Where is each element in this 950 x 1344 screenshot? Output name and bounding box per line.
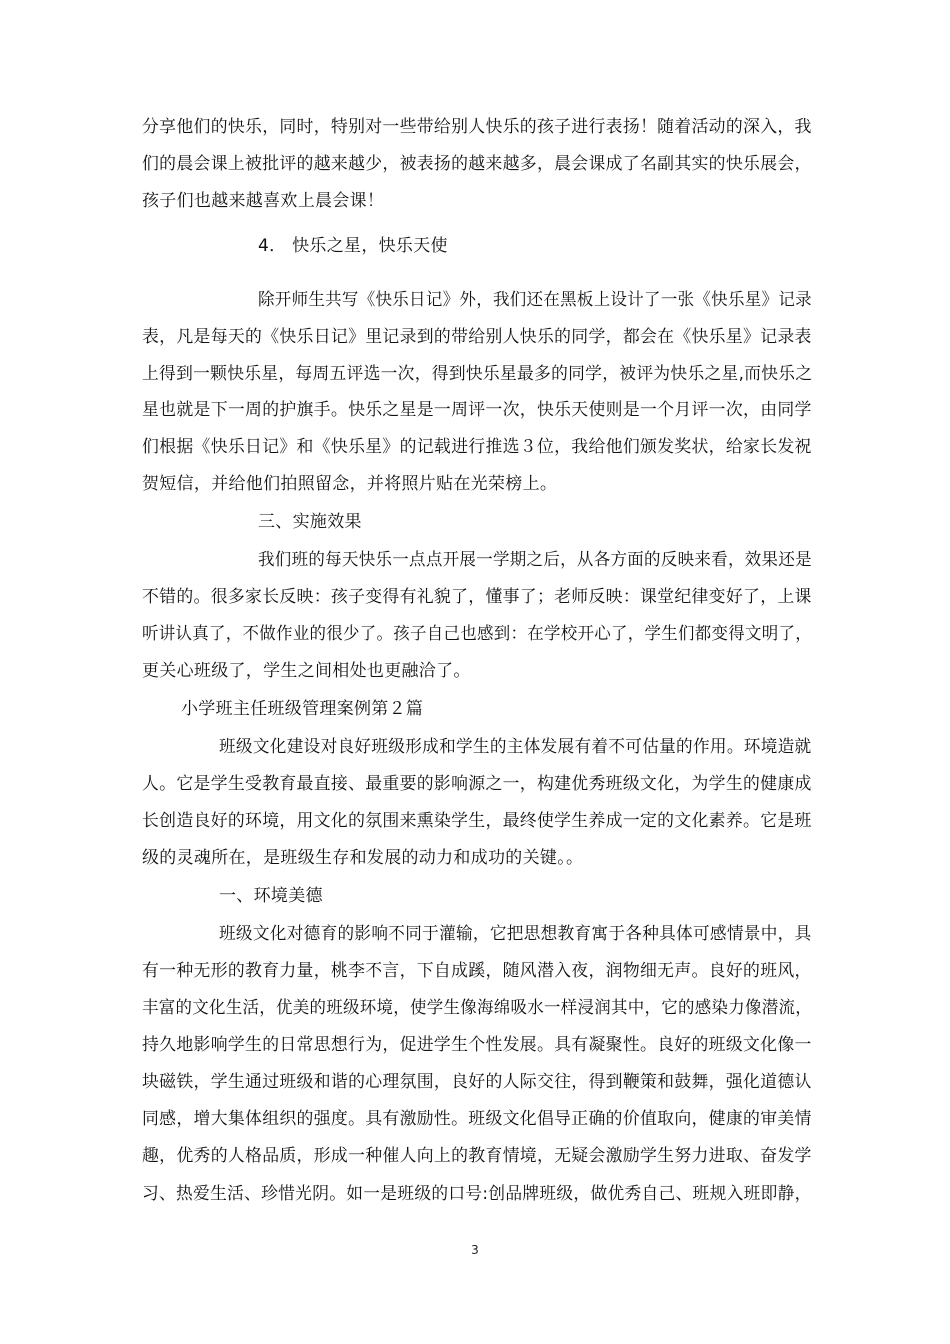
text-line: 丰富的文化生活，优美的班级环境，使学生像海绵吸水一样浸润其中，它的感染力像潜流， [142, 998, 812, 1018]
text-line: 分享他们的快乐，同时，特别对一些带给别人快乐的孩子进行表扬！随着活动的深入，我 [142, 117, 812, 137]
text-line: 们的晨会课上被批评的越来越少，被表扬的越来越多，晨会课成了名副其实的快乐展会， [142, 154, 812, 174]
text-line: 班级文化建设对良好班级形成和学生的主体发展有着不可估量的作用。环境造就 [219, 737, 812, 757]
section-heading: 三、实施效果 [258, 512, 362, 532]
section-heading: 4． 快乐之星，快乐天使 [258, 236, 448, 256]
text-line: 级的灵魂所在，是班级生存和发展的动力和成功的关键。。 [142, 848, 584, 868]
section-heading: 一、环境美德 [219, 886, 323, 906]
text-line: 贺短信，并给他们拍照留念，并将照片贴在光荣榜上。 [142, 474, 558, 494]
text-line: 习、热爱生活、珍惜光阴。如一是班级的口号:创品牌班级，做优秀自己、班规入班即静， [142, 1184, 812, 1204]
text-line: 除开师生共写《快乐日记》外，我们还在黑板上设计了一张《快乐星》记录 [258, 290, 812, 310]
text-line: 人。它是学生受教育最直接、最重要的影响源之一，构建优秀班级文化，为学生的健康成 [142, 774, 812, 794]
text-line: 上得到一颗快乐星，每周五评选一次，得到快乐星最多的同学，被评为快乐之星,而快乐之 [142, 364, 813, 384]
text-line: 孩子们也越来越喜欢上晨会课！ [142, 191, 385, 211]
text-line: 块磁铁，学生通过班级和谐的心理氛围，良好的人际交往，得到鞭策和鼓舞，强化道德认 [142, 1072, 812, 1092]
text-line: 长创造良好的环境，用文化的氛围来熏染学生，最终使学生养成一定的文化素养。它是班 [142, 811, 812, 831]
text-line: 我们班的每天快乐一点点开展一学期之后，从各方面的反映来看，效果还是 [258, 550, 812, 570]
text-line: 有一种无形的教育力量，桃李不言，下自成蹊，随风潜入夜，润物细无声。良好的班风， [142, 961, 812, 981]
text-line: 们根据《快乐日记》和《快乐星》的记载进行推选３位，我给他们颁发奖状，给家长发祝 [142, 437, 812, 457]
text-line: 星也就是下一周的护旗手。快乐之星是一周评一次，快乐天使则是一个月评一次，由同学 [142, 400, 812, 420]
text-line: 听讲认真了，不做作业的很少了。孩子自己也感到：在学校开心了，学生们都变得文明了， [142, 624, 812, 644]
article-title: 小学班主任班级管理案例第２篇 [181, 699, 424, 719]
text-line: 班级文化对德育的影响不同于灌输，它把思想教育寓于各种具体可感情景中，具 [219, 924, 812, 944]
text-line: 同感，增大集体组织的强度。具有激励性。班级文化倡导正确的价值取向，健康的审美情 [142, 1109, 812, 1129]
page-number: 3 [471, 1243, 479, 1257]
text-line: 趣，优秀的人格品质，形成一种催人向上的教育情境，无疑会激励学生努力进取、奋发学 [142, 1146, 812, 1166]
text-line: 不错的。很多家长反映：孩子变得有礼貌了，懂事了；老师反映：课堂纪律变好了，上课 [142, 587, 812, 607]
text-line: 持久地影响学生的日常思想行为，促进学生个性发展。具有凝聚性。良好的班级文化像一 [142, 1035, 812, 1055]
text-line: 表，凡是每天的《快乐日记》里记录到的带给别人快乐的同学，都会在《快乐星》记录表 [142, 327, 812, 347]
text-line: 更关心班级了，学生之间相处也更融洽了。 [142, 661, 471, 681]
